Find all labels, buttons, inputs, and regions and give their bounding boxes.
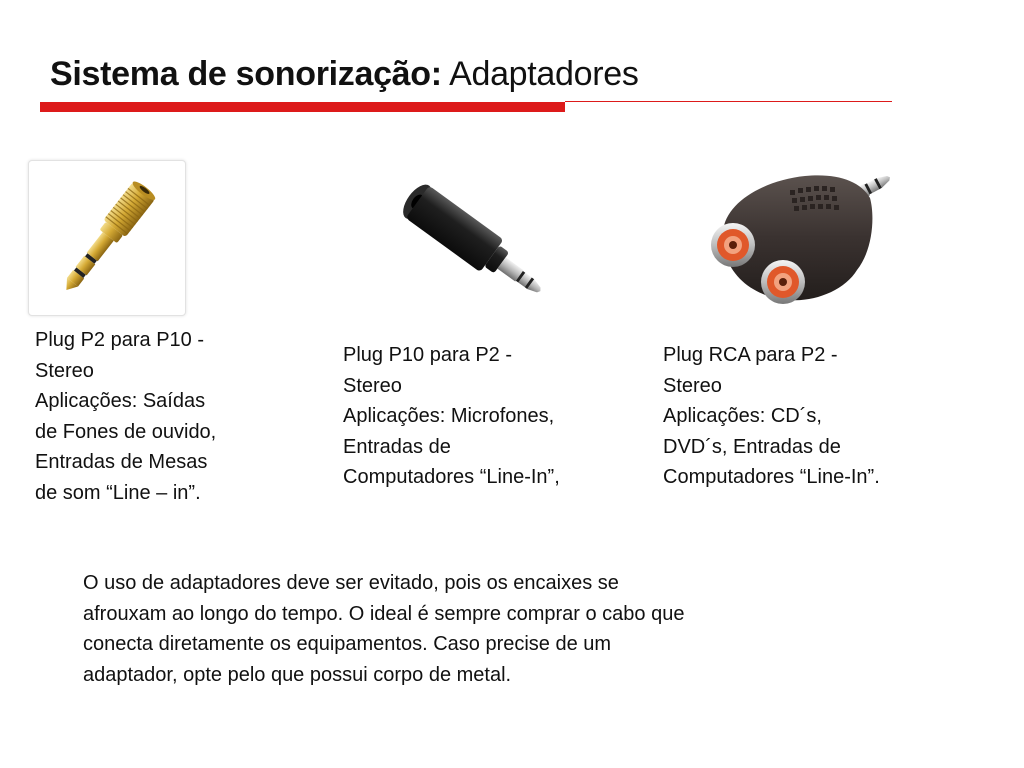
note-line: O uso de adaptadores deve ser evitado, pois os encaixes se [83,572,619,594]
note-line: adaptador, opte pelo que possui corpo de metal. [83,663,512,686]
adapter-caption-p10-p2 [343,340,560,493]
caption-line: Aplicações: Saídas [35,390,206,412]
note-line: afrouxam ao longo do tempo. O ideal é sempre comprar o cabo que [83,602,685,625]
slide-title-bold: Sistema de sonorização: [50,55,442,93]
slide-title [50,52,639,96]
adapter-caption-p2-p10 [35,325,216,508]
caption-line: Stereo [663,374,722,397]
caption-line: Computadores “Line-In”. [663,466,880,488]
caption-line: Plug P10 para P2 - [343,344,512,366]
adapter-caption-rca-p2 [663,340,880,493]
note-line: conecta diretamente os equipamentos. Caso precise de um [83,633,612,655]
rca-to-p2-adapter-image [695,150,920,310]
caption-line: Entradas de Mesas [35,451,208,473]
caption-line: Stereo [35,359,94,382]
slide-title-subject: Adaptadores [449,55,639,93]
black-adapter-icon [375,165,565,315]
usage-note-paragraph [83,568,883,690]
title-underline-thin [565,101,892,102]
gold-adapter-icon [29,161,185,315]
caption-line: Stereo [343,374,402,397]
caption-line: de Fones de ouvido, [35,420,217,443]
caption-line: Entradas de [343,435,451,458]
caption-line: Plug P2 para P10 - [35,329,204,351]
p10-to-p2-adapter-image [375,165,565,315]
caption-line: Plug RCA para P2 - [663,344,838,366]
caption-line: Aplicações: Microfones, [343,405,555,427]
caption-line: Aplicações: CD´s, [663,405,822,427]
caption-line: de som “Line – in”. [35,481,201,504]
caption-line: Computadores “Line-In”, [343,466,560,488]
caption-line: DVD´s, Entradas de [663,435,841,458]
title-underline-thick [40,102,565,112]
rca-adapter-icon [695,150,920,310]
p2-to-p10-adapter-image [28,160,186,316]
